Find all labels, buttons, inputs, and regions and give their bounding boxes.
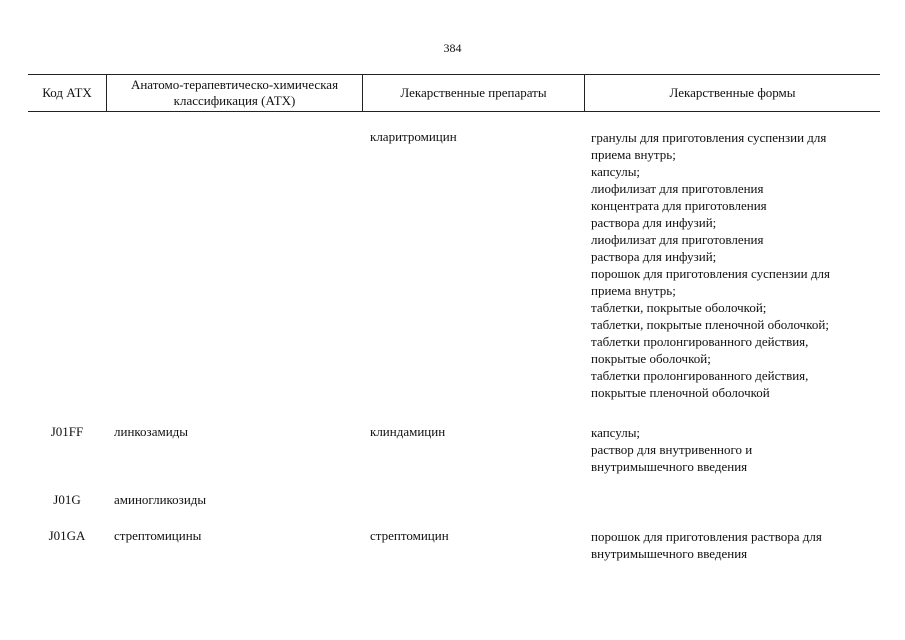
row-drug: кларитромицин bbox=[370, 129, 457, 144]
row-classification: линкозамиды bbox=[114, 424, 188, 439]
form-line: капсулы; bbox=[591, 164, 641, 179]
form-line: лиофилизат для приготовления bbox=[591, 232, 764, 247]
row-forms bbox=[591, 424, 881, 475]
form-line: таблетки, покрытые пленочной оболочкой; bbox=[591, 317, 829, 332]
header-code: Код АТХ bbox=[42, 85, 92, 100]
row-drug: стрептомицин bbox=[370, 528, 449, 543]
row-drug: клиндамицин bbox=[370, 424, 446, 439]
form-line: таблетки пролонгированного действия, bbox=[591, 368, 809, 383]
header-forms: Лекарственные формы bbox=[584, 75, 880, 111]
form-line: приема внутрь; bbox=[591, 147, 676, 162]
header-drugs: Лекарственные препараты bbox=[362, 75, 584, 111]
row-code: J01FF bbox=[50, 424, 84, 439]
form-line: лиофилизат для приготовления bbox=[591, 181, 764, 196]
form-line: раствора для инфузий; bbox=[591, 215, 717, 230]
form-line: раствора для инфузий; bbox=[591, 249, 717, 264]
form-line: концентрата для приготовления bbox=[591, 198, 767, 213]
row-code: J01GA bbox=[48, 528, 86, 543]
form-line: внутримышечного введения bbox=[591, 459, 748, 474]
row-classification: стрептомицины bbox=[114, 528, 202, 543]
form-line: внутримышечного введения bbox=[591, 546, 748, 561]
page-number: 384 bbox=[443, 41, 462, 55]
row-forms bbox=[591, 129, 881, 401]
form-line: таблетки, покрытые оболочкой; bbox=[591, 300, 767, 315]
row-forms bbox=[591, 528, 881, 562]
form-line: порошок для приготовления раствора для bbox=[591, 529, 822, 544]
form-line: таблетки пролонгированного действия, bbox=[591, 334, 809, 349]
header-classification: Анатомо-терапевтическо-химическая классификация (АТХ) bbox=[106, 75, 362, 111]
row-classification: аминогликозиды bbox=[114, 492, 207, 507]
table-header bbox=[28, 74, 880, 112]
form-line: капсулы; bbox=[591, 425, 641, 440]
form-line: приема внутрь; bbox=[591, 283, 676, 298]
row-code: J01G bbox=[53, 492, 81, 507]
form-line: порошок для приготовления суспензии для bbox=[591, 266, 830, 281]
form-line: гранулы для приготовления суспензии для bbox=[591, 130, 827, 145]
form-line: раствор для внутривенного и bbox=[591, 442, 753, 457]
form-line: покрытые пленочной оболочкой bbox=[591, 385, 770, 400]
form-line: покрытые оболочкой; bbox=[591, 351, 711, 366]
